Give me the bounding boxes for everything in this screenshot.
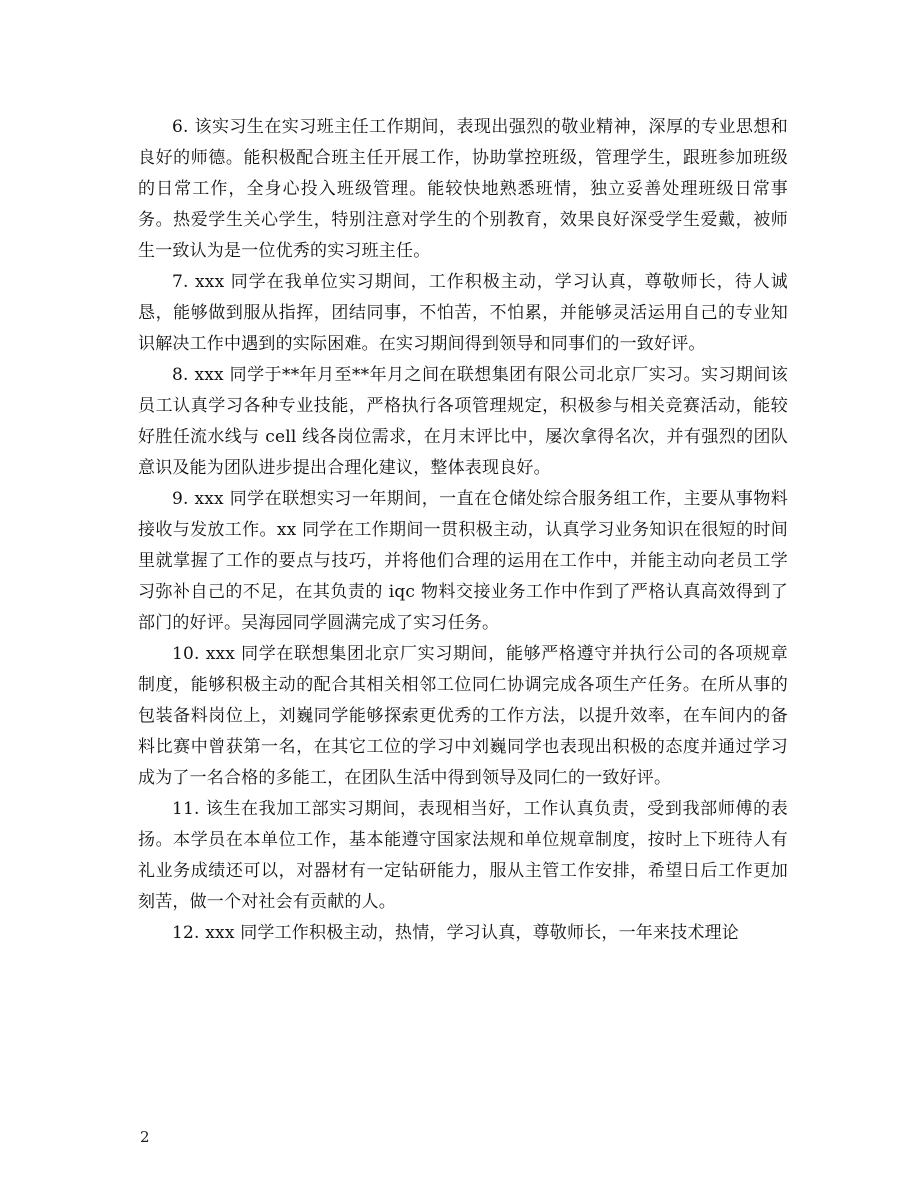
document-body <box>138 112 788 949</box>
page-number: 2 <box>140 1128 150 1146</box>
paragraph-6: 6. 该实习生在实习班主任工作期间，表现出强烈的敬业精神，深厚的专业思想和良好的师德。能积极配合班主任开展工作，协助掌控班级，管理学生，跟班参加班级的日常工作，全身心投入班级管理。能较快地熟悉班情，独立妥善处理班级日常事务。热爱学生关心学生，特别注意对学生的个别教育，效果良好深受学生爱戴，被师生一致认为是一位优秀的实习班主任。 <box>138 117 788 261</box>
paragraph-8: 8. xxx 同学于**年月至**年月之间在联想集团有限公司北京厂实习。实习期间该员工认真学习各种专业技能，严格执行各项管理规定，积极参与相关竞赛活动，能较好胜任流水线与 cell 线各岗位需求，在月末评比中，屡次拿得名次，并有强烈的团队意识及能为团队进步提出合理化建议，整体表现良好。 <box>138 365 788 478</box>
paragraph-12: 12. xxx 同学工作积极主动，热情，学习认真，尊敬师长，一年来技术理论 <box>172 923 740 943</box>
paragraph-10: 10. xxx 同学在联想集团北京厂实习期间，能够严格遵守并执行公司的各项规章制度，能够积极主动的配合其相关相邻工位同仁协调完成各项生产任务。在所从事的包装备料岗位上，刘巍同学能够探索更优秀的工作方法，以提升效率，在车间内的备料比赛中曾获第一名，在其它工位的学习中刘巍同学也表现出积极的态度并通过学习成为了一名合格的多能工，在团队生活中得到领导及同仁的一致好评。 <box>138 644 788 788</box>
paragraph-7: 7. xxx 同学在我单位实习期间，工作积极主动，学习认真，尊敬师长，待人诚恳，能够做到服从指挥，团结同事，不怕苦，不怕累，并能够灵活运用自己的专业知识解决工作中遇到的实际困难。在实习期间得到领导和同事们的一致好评。 <box>138 272 788 354</box>
paragraph-11: 11. 该生在我加工部实习期间，表现相当好，工作认真负责，受到我部师傅的表扬。本学员在本单位工作，基本能遵守国家法规和单位规章制度，按时上下班待人有礼业务成绩还可以，对器材有一定钻研能力，服从主管工作安排，希望日后工作更加刻苦，做一个对社会有贡献的人。 <box>138 799 788 912</box>
paragraph-9: 9. xxx 同学在联想实习一年期间，一直在仓储处综合服务组工作，主要从事物料接收与发放工作。xx 同学在工作期间一贯积极主动，认真学习业务知识在很短的时间里就掌握了工作的要点与技巧，并将他们合理的运用在工作中，并能主动向老员工学习弥补自己的不足，在其负责的 iqc 物料交接业务工作中作到了严格认真高效得到了部门的好评。吴海园同学圆满完成了实习任务。 <box>138 489 788 633</box>
